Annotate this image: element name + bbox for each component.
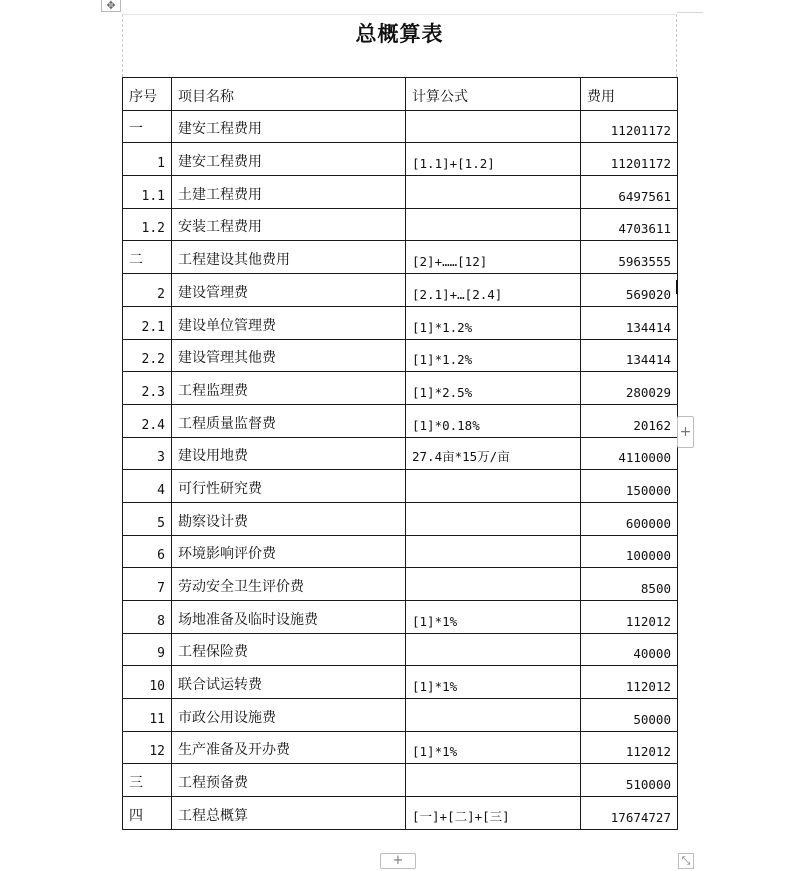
cell-cost[interactable]: 100000 bbox=[581, 535, 678, 568]
cell-cost[interactable]: 8500 bbox=[581, 568, 678, 601]
cell-name[interactable]: 建安工程费用 bbox=[172, 110, 406, 143]
cell-name[interactable]: 场地准备及临时设施费 bbox=[172, 601, 406, 634]
cell-name[interactable]: 环境影响评价费 bbox=[172, 535, 406, 568]
cell-cost[interactable]: 17674727 bbox=[581, 797, 678, 830]
table-resize-handle-icon[interactable]: ⤡ bbox=[678, 853, 694, 869]
cell-formula[interactable]: 27.4亩*15万/亩 bbox=[406, 437, 581, 470]
cell-formula[interactable] bbox=[406, 208, 581, 241]
cell-formula[interactable]: [1]*1.2% bbox=[406, 306, 581, 339]
cell-name[interactable]: 勘察设计费 bbox=[172, 502, 406, 535]
cell-seq[interactable]: 8 bbox=[123, 601, 172, 634]
cell-cost[interactable]: 11201172 bbox=[581, 143, 678, 176]
cell-cost[interactable]: 112012 bbox=[581, 601, 678, 634]
cell-cost[interactable]: 40000 bbox=[581, 633, 678, 666]
text-cursor bbox=[676, 280, 678, 294]
cell-cost[interactable]: 6497561 bbox=[581, 176, 678, 209]
cell-seq[interactable]: 6 bbox=[123, 535, 172, 568]
cell-name[interactable]: 工程保险费 bbox=[172, 633, 406, 666]
cell-seq[interactable]: 2 bbox=[123, 274, 172, 307]
cell-formula[interactable] bbox=[406, 470, 581, 503]
cell-formula[interactable]: [1]*1% bbox=[406, 601, 581, 634]
cell-seq[interactable]: 2.4 bbox=[123, 404, 172, 437]
budget-table bbox=[122, 77, 678, 830]
cell-formula[interactable] bbox=[406, 764, 581, 797]
cell-formula[interactable]: [一]+[二]+[三] bbox=[406, 797, 581, 830]
table-row bbox=[123, 601, 678, 634]
cell-seq[interactable]: 四 bbox=[123, 797, 172, 830]
table-row bbox=[123, 339, 678, 372]
cell-formula[interactable]: [2.1]+…[2.4] bbox=[406, 274, 581, 307]
cell-cost[interactable]: 280029 bbox=[581, 372, 678, 405]
cell-formula[interactable]: [1]*2.5% bbox=[406, 372, 581, 405]
cell-seq[interactable]: 二 bbox=[123, 241, 172, 274]
table-row bbox=[123, 502, 678, 535]
cell-name[interactable]: 工程质量监督费 bbox=[172, 404, 406, 437]
add-row-button[interactable]: + bbox=[380, 853, 416, 869]
ruler-line bbox=[677, 12, 703, 13]
cell-name[interactable]: 建设管理其他费 bbox=[172, 339, 406, 372]
cell-name[interactable]: 工程监理费 bbox=[172, 372, 406, 405]
table-row bbox=[123, 306, 678, 339]
cell-seq[interactable]: 10 bbox=[123, 666, 172, 699]
cell-formula[interactable]: [2]+……[12] bbox=[406, 241, 581, 274]
add-column-button[interactable]: + bbox=[677, 416, 694, 448]
table-row bbox=[123, 176, 678, 209]
cell-cost[interactable]: 112012 bbox=[581, 731, 678, 764]
cell-seq[interactable]: 12 bbox=[123, 731, 172, 764]
table-row bbox=[123, 535, 678, 568]
cell-name[interactable]: 建设单位管理费 bbox=[172, 306, 406, 339]
cell-seq[interactable]: 一 bbox=[123, 110, 172, 143]
table-header-row bbox=[123, 78, 678, 111]
table-move-handle-icon[interactable]: ✥ bbox=[101, 0, 121, 12]
cell-cost[interactable]: 569020 bbox=[581, 274, 678, 307]
table-row bbox=[123, 437, 678, 470]
header-formula[interactable]: 计算公式 bbox=[406, 78, 581, 111]
cell-formula[interactable] bbox=[406, 633, 581, 666]
cell-formula[interactable]: [1]*1% bbox=[406, 731, 581, 764]
cell-seq[interactable]: 三 bbox=[123, 764, 172, 797]
table-row bbox=[123, 797, 678, 830]
cell-formula[interactable]: [1]*0.18% bbox=[406, 404, 581, 437]
table-row bbox=[123, 568, 678, 601]
cell-seq[interactable]: 9 bbox=[123, 633, 172, 666]
cell-cost[interactable]: 50000 bbox=[581, 699, 678, 732]
cell-formula[interactable] bbox=[406, 502, 581, 535]
table-row bbox=[123, 699, 678, 732]
cell-cost[interactable]: 134414 bbox=[581, 306, 678, 339]
cell-name[interactable]: 工程总概算 bbox=[172, 797, 406, 830]
header-seq[interactable]: 序号 bbox=[123, 78, 172, 111]
cell-seq[interactable]: 1.1 bbox=[123, 176, 172, 209]
cell-cost[interactable]: 4110000 bbox=[581, 437, 678, 470]
cell-cost[interactable]: 5963555 bbox=[581, 241, 678, 274]
table-row bbox=[123, 731, 678, 764]
table-row bbox=[123, 666, 678, 699]
cell-formula[interactable] bbox=[406, 699, 581, 732]
cell-name[interactable]: 建安工程费用 bbox=[172, 143, 406, 176]
table-row bbox=[123, 633, 678, 666]
header-name[interactable]: 项目名称 bbox=[172, 78, 406, 111]
cell-name[interactable]: 可行性研究费 bbox=[172, 470, 406, 503]
cell-formula[interactable]: [1.1]+[1.2] bbox=[406, 143, 581, 176]
cell-seq[interactable]: 7 bbox=[123, 568, 172, 601]
table-row bbox=[123, 470, 678, 503]
cell-name[interactable]: 联合试运转费 bbox=[172, 666, 406, 699]
cell-formula[interactable]: [1]*1.2% bbox=[406, 339, 581, 372]
cell-name[interactable]: 工程建设其他费用 bbox=[172, 241, 406, 274]
table-row bbox=[123, 274, 678, 307]
table-row bbox=[123, 143, 678, 176]
header-cost[interactable]: 费用 bbox=[581, 78, 678, 111]
cell-cost[interactable]: 510000 bbox=[581, 764, 678, 797]
cell-seq[interactable]: 1 bbox=[123, 143, 172, 176]
cell-name[interactable]: 工程预备费 bbox=[172, 764, 406, 797]
table-row bbox=[123, 241, 678, 274]
cell-seq[interactable]: 4 bbox=[123, 470, 172, 503]
cell-seq[interactable]: 11 bbox=[123, 699, 172, 732]
table-row bbox=[123, 372, 678, 405]
cell-name[interactable]: 劳动安全卫生评价费 bbox=[172, 568, 406, 601]
table-row bbox=[123, 764, 678, 797]
cell-name[interactable]: 安装工程费用 bbox=[172, 208, 406, 241]
cell-cost[interactable]: 600000 bbox=[581, 502, 678, 535]
cell-cost[interactable]: 11201172 bbox=[581, 110, 678, 143]
cell-seq[interactable]: 1.2 bbox=[123, 208, 172, 241]
cell-name[interactable]: 生产准备及开办费 bbox=[172, 731, 406, 764]
cell-formula[interactable]: [1]*1% bbox=[406, 666, 581, 699]
cell-formula[interactable] bbox=[406, 110, 581, 143]
cell-cost[interactable]: 20162 bbox=[581, 404, 678, 437]
table-row bbox=[123, 110, 678, 143]
cell-formula[interactable] bbox=[406, 176, 581, 209]
page-title: 总概算表 bbox=[355, 21, 444, 46]
cell-seq[interactable]: 2.2 bbox=[123, 339, 172, 372]
cell-name[interactable]: 建设用地费 bbox=[172, 437, 406, 470]
cell-seq[interactable]: 2.1 bbox=[123, 306, 172, 339]
table-row bbox=[123, 404, 678, 437]
cell-formula[interactable] bbox=[406, 535, 581, 568]
cell-name[interactable]: 市政公用设施费 bbox=[172, 699, 406, 732]
cell-seq[interactable]: 3 bbox=[123, 437, 172, 470]
cell-formula[interactable] bbox=[406, 568, 581, 601]
cell-cost[interactable]: 134414 bbox=[581, 339, 678, 372]
table-row bbox=[123, 208, 678, 241]
cell-name[interactable]: 建设管理费 bbox=[172, 274, 406, 307]
cell-cost[interactable]: 4703611 bbox=[581, 208, 678, 241]
cell-cost[interactable]: 150000 bbox=[581, 470, 678, 503]
cell-seq[interactable]: 2.3 bbox=[123, 372, 172, 405]
cell-cost[interactable]: 112012 bbox=[581, 666, 678, 699]
cell-seq[interactable]: 5 bbox=[123, 502, 172, 535]
cell-name[interactable]: 土建工程费用 bbox=[172, 176, 406, 209]
